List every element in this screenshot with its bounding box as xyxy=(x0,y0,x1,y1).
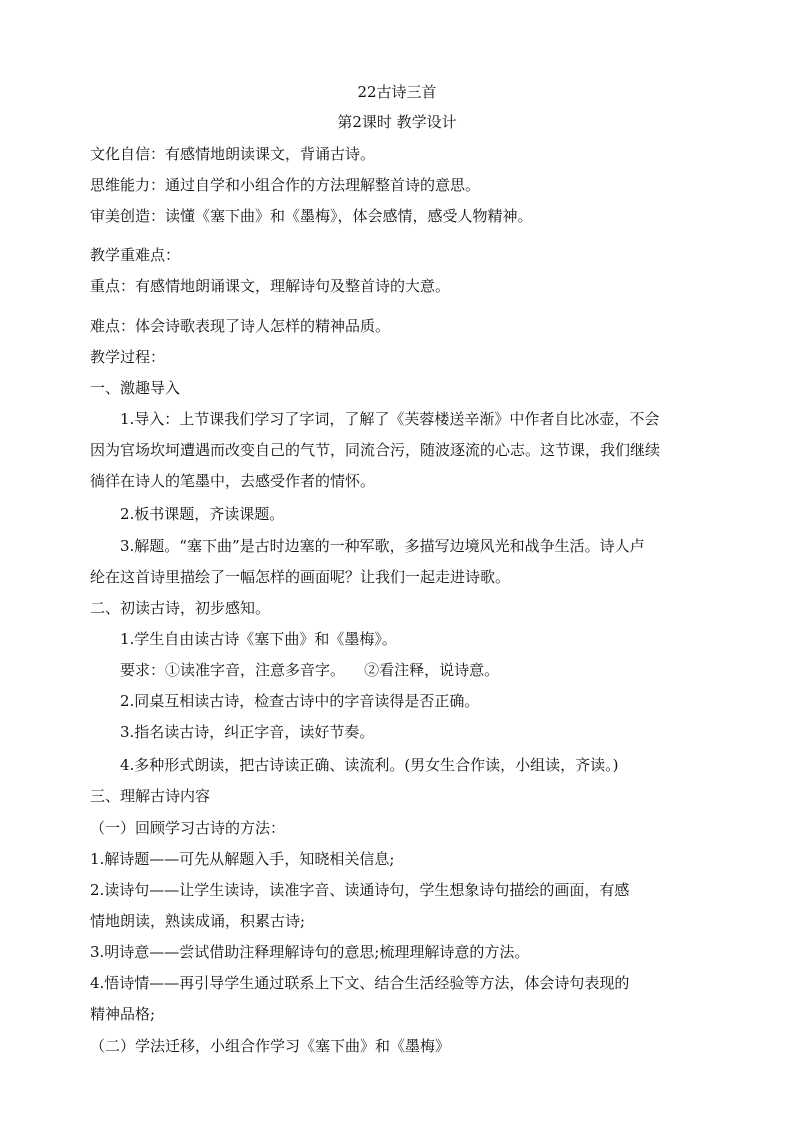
section1-paragraph-line: 因为官场坎坷遭遇而改变自己的气节，同流合污，随波逐流的心志。这节课，我们继续 xyxy=(90,441,661,459)
section2-item: 2.同桌互相读古诗，检查古诗中的字音读得是否正确。 xyxy=(120,692,480,710)
section2-item: 要求：①读准字音，注意多音字。 ②看注释，说诗意。 xyxy=(120,661,500,679)
goal-aesthetic: 审美创造：读懂《塞下曲》和《墨梅》，体会感情，感受人物精神。 xyxy=(90,207,533,225)
section2-item: 3.指名读古诗，纠正字音，读好节奏。 xyxy=(120,723,375,741)
section3-method: 3.明诗意——尝试借助注释理解诗句的意思;梳理理解诗意的方法。 xyxy=(90,943,530,961)
key-point: 重点：有感情地朗诵课文，理解诗句及整首诗的大意。 xyxy=(90,277,451,295)
document-subtitle: 第2课时 教学设计 xyxy=(337,113,457,131)
section3-method: 4.悟诗情——再引导学生通过联系上下文、结合生活经验等方法，体会诗句表现的 xyxy=(90,974,630,992)
section3-sub1-heading: （一）回顾学习古诗的方法： xyxy=(90,819,286,837)
section2-heading: 二、初读古诗，初步感知。 xyxy=(90,599,271,617)
section1-item-2: 2.板书课题，齐读课题。 xyxy=(120,505,285,523)
section3-sub2-heading: （二）学法迁移，小组合作学习《塞下曲》和《墨梅》 xyxy=(90,1037,451,1055)
section3-heading: 三、理解古诗内容 xyxy=(90,787,211,805)
section1-paragraph-line: 1.导入：上节课我们学习了字词，了解了《芙蓉楼送辛渐》中作者自比冰壶，不会 xyxy=(120,410,660,428)
goal-thinking: 思维能力：通过自学和小组合作的方法理解整首诗的意思。 xyxy=(90,176,481,194)
difficult-point: 难点：体会诗歌表现了诗人怎样的精神品质。 xyxy=(90,317,391,335)
document-title: 22古诗三首 xyxy=(357,83,437,101)
process-heading: 教学过程： xyxy=(90,348,166,366)
section2-item: 4.多种形式朗读，把古诗读正确、读流利。(男女生合作读，小组读，齐读。) xyxy=(120,756,619,774)
key-heading: 教学重难点： xyxy=(90,246,181,264)
section3-method: 情地朗读，熟读成诵，积累古诗; xyxy=(90,912,306,930)
section1-heading: 一、激趣导入 xyxy=(90,379,181,397)
goal-culture: 文化自信：有感情地朗读课文，背诵古诗。 xyxy=(90,145,376,163)
section3-method: 精神品格; xyxy=(90,1005,156,1023)
section1-paragraph-line: 纶在这首诗里描绘了一幅怎样的画面呢？让我们一起走进诗歌。 xyxy=(90,568,511,586)
section3-method: 1.解诗题——可先从解题入手，知晓相关信息; xyxy=(90,850,395,868)
section1-paragraph-line: 徜徉在诗人的笔墨中，去感受作者的情怀。 xyxy=(90,472,376,490)
section2-item: 1.学生自由读古诗《塞下曲》和《墨梅》。 xyxy=(120,630,397,648)
section1-paragraph-line: 3.解题。“塞下曲”是古时边塞的一种军歌，多描写边境风光和战争生活。诗人卢 xyxy=(120,537,645,555)
section3-method: 2.读诗句——让学生读诗，读准字音、读通诗句，学生想象诗句描绘的画面，有感 xyxy=(90,881,630,899)
